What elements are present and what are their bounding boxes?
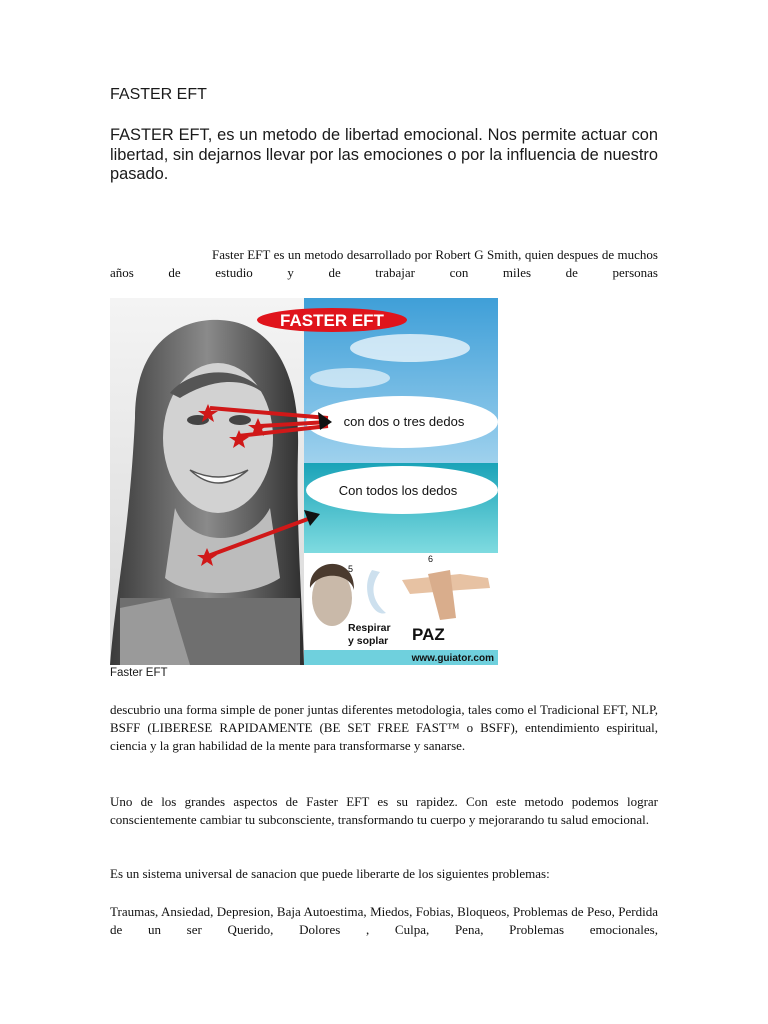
figure-caption: Faster EFT [110,667,168,679]
website-strip [304,650,498,665]
banner-text: FASTER EFT [280,311,384,330]
faster-eft-figure [110,298,498,665]
descubrio-paragraph: descubrio una forma simple de poner juntas diferentes metodologia, tales como el Tradicional EFT, NLP, BSFF (LIBERESE RAPIDAMENTE (BE SET FREE FAST™ o BSFF), entendimiento espiritual, ciencia y la gran habilidad de la mente para transformarse y sanarse. [110,702,658,753]
step-6-label: 6 [428,554,434,564]
peace-panel [396,553,498,665]
intro-paragraph: FASTER EFT, es un metodo de libertad emocional. Nos permite actuar con libertad, sin dejarnos llevar por las emociones o por la influencia de nuestro pasado. [110,126,658,183]
portrait-photo [110,298,304,665]
bubble-2-text: Con todos los dedos [338,483,458,498]
speech-bubble-1 [306,396,498,448]
peace-label: PAZ [412,625,445,644]
figure-illustration [110,298,498,665]
breathe-line-1: Respirar [348,622,391,634]
sistema-paragraph: Es un sistema universal de sanacion que puede liberarte de los siguientes problemas: [110,866,550,881]
step-5-label: 5 [348,564,354,574]
problemas-paragraph: Traumas, Ansiedad, Depresion, Baja Autoestima, Miedos, Fobias, Bloqueos, Problemas de Peso, Perdida de un ser Querido, Dolores , Culpa, Pena, Problemas emocionales, [110,904,658,937]
speech-bubble-2 [306,466,498,514]
breathe-panel [304,553,396,665]
faster-eft-banner [257,308,407,332]
method-paragraph: Faster EFT es un metodo desarrollado por Robert G Smith, quien despues de muchos años de estudio y de trabajar con miles de personas [110,247,658,280]
website-label: www.guiator.com [411,653,494,664]
breathe-line-2: y soplar [348,635,389,647]
document-heading: FASTER EFT [110,86,207,103]
bubble-1-text: con dos o tres dedos [343,414,465,429]
rapidez-paragraph: Uno de los grandes aspectos de Faster EFT es su rapidez. Con este metodo podemos lograr conscientemente cambiar tu subconsciente, transformando tu cuerpo y mejorarando tu salud emocional. [110,794,658,827]
